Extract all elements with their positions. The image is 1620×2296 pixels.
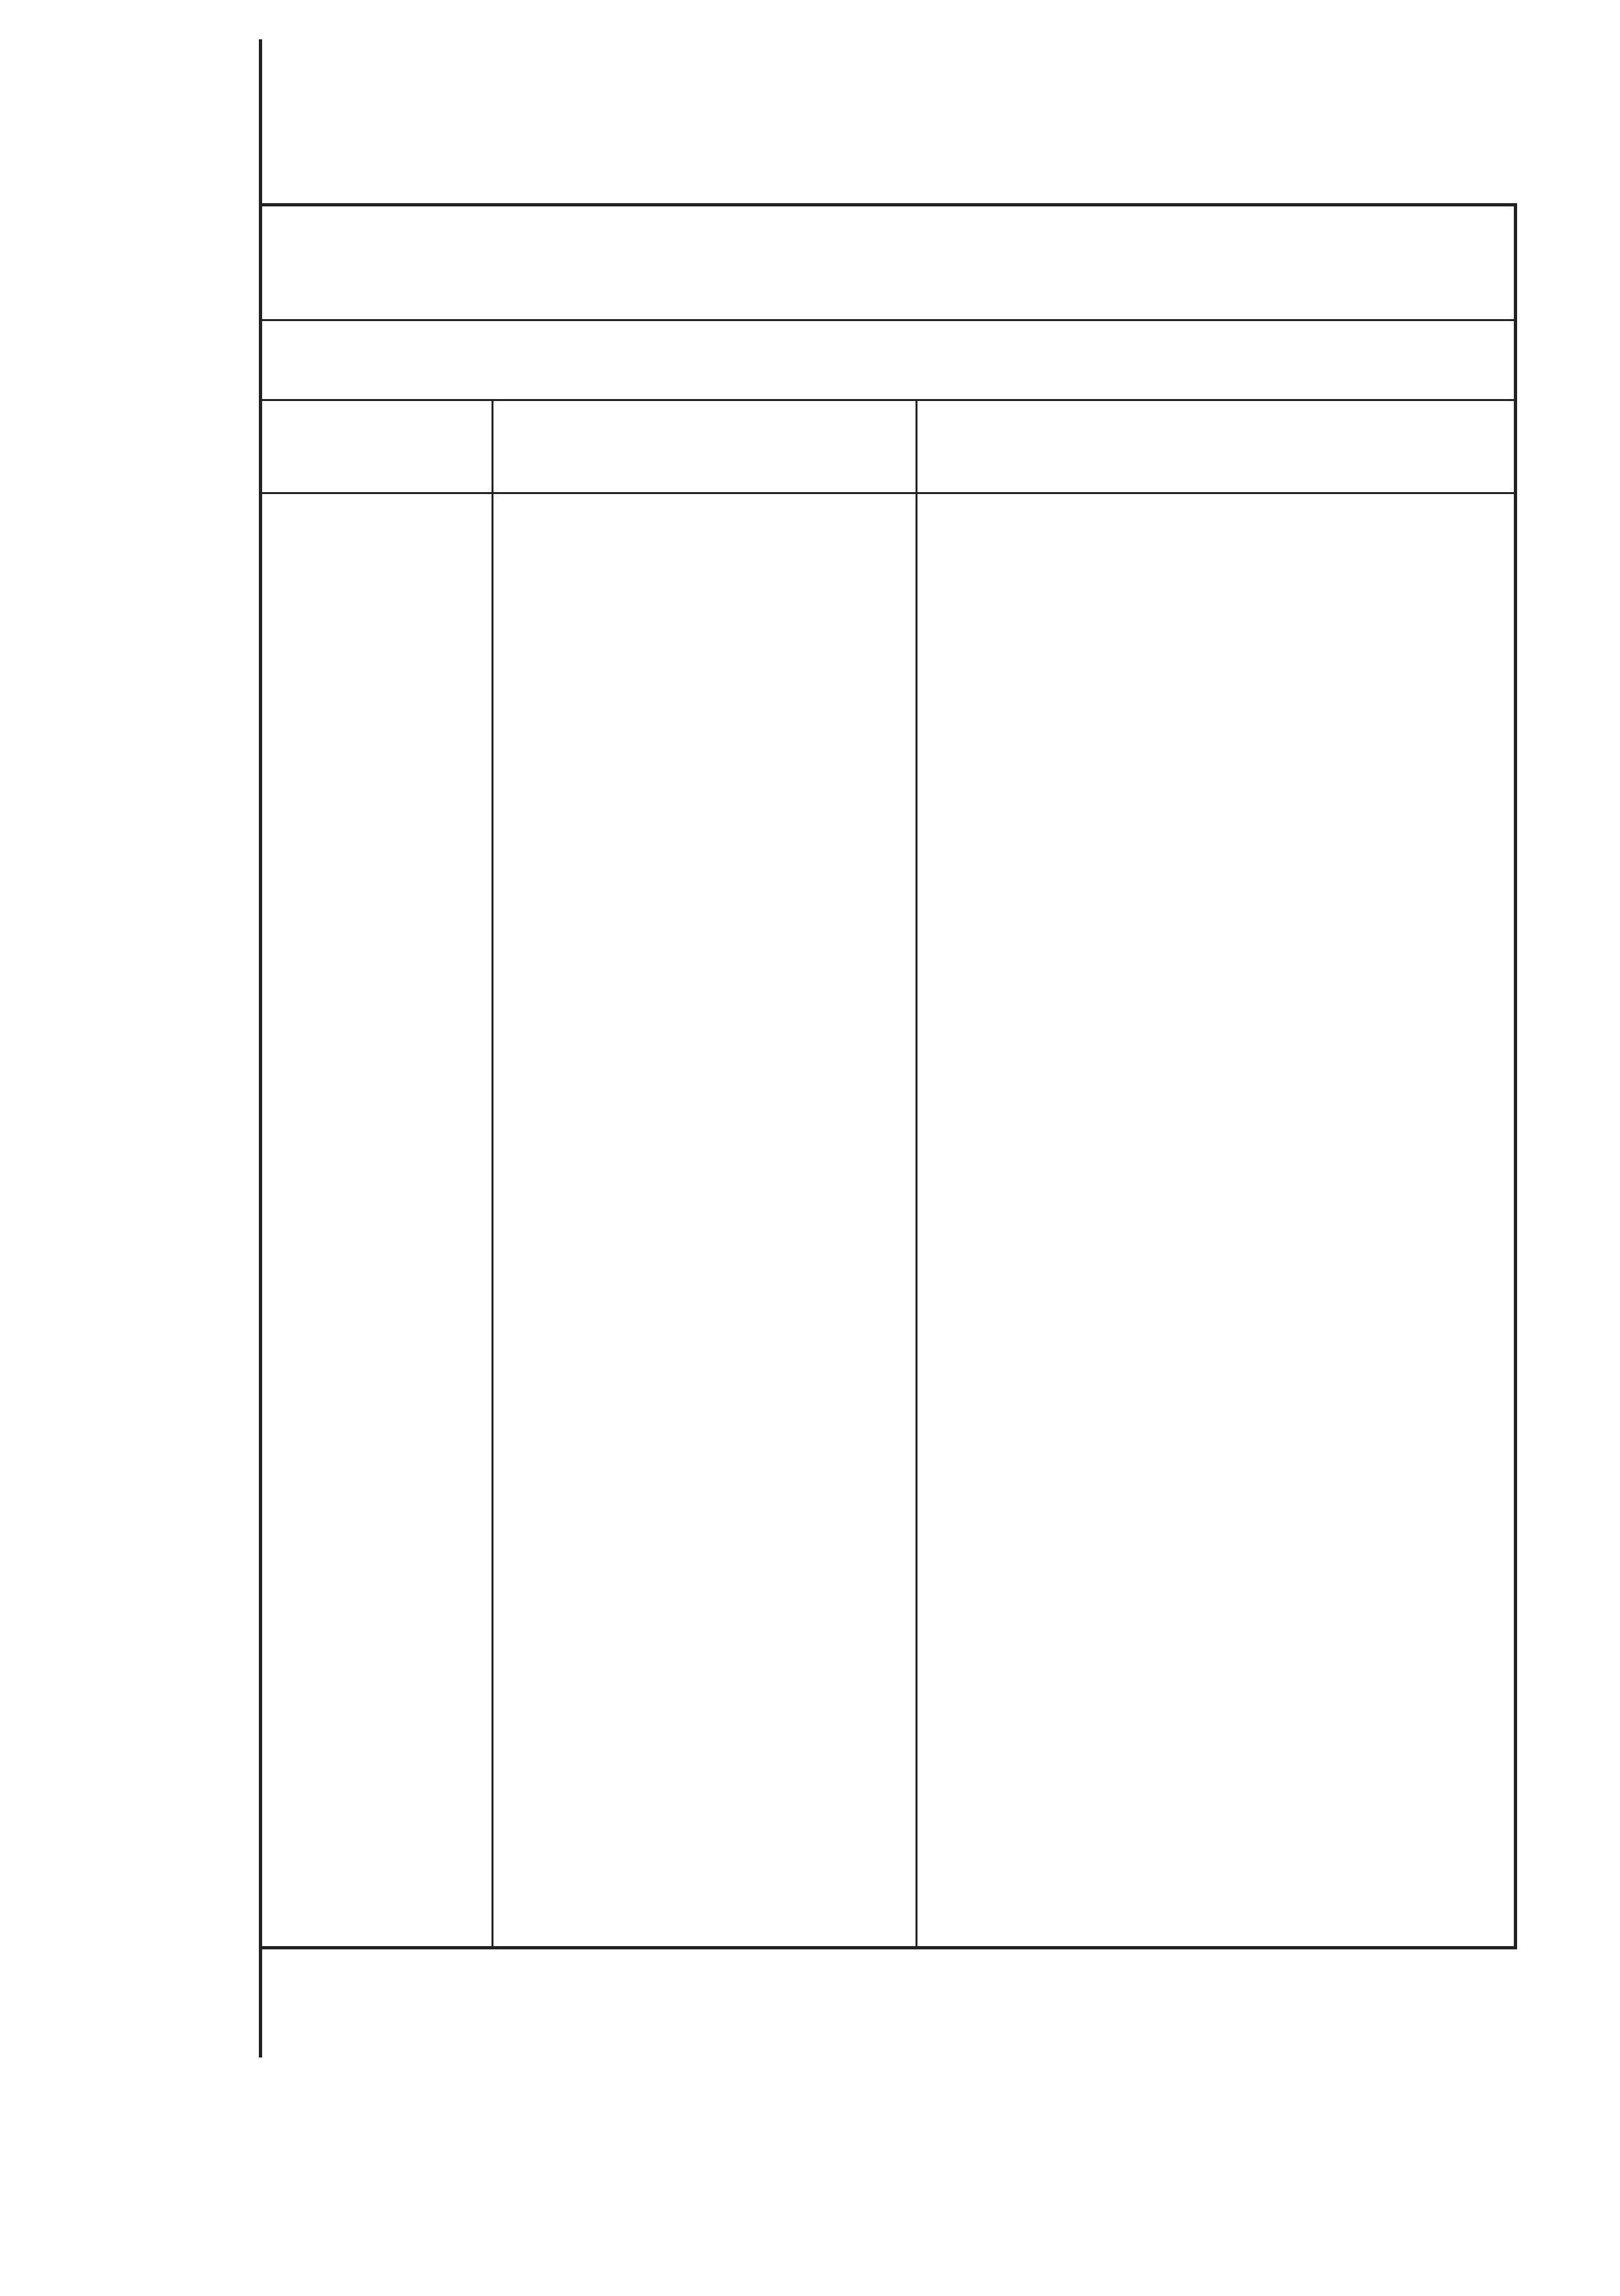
permit-number-field: [1167, 240, 1298, 286]
column-divider: [916, 399, 917, 1946]
column-divider: [492, 399, 493, 1946]
usage-permit-appendix-form: [259, 203, 1517, 1949]
column-header-row: [262, 399, 1514, 494]
title-row: [262, 206, 1514, 321]
section-heading: [262, 319, 1514, 401]
